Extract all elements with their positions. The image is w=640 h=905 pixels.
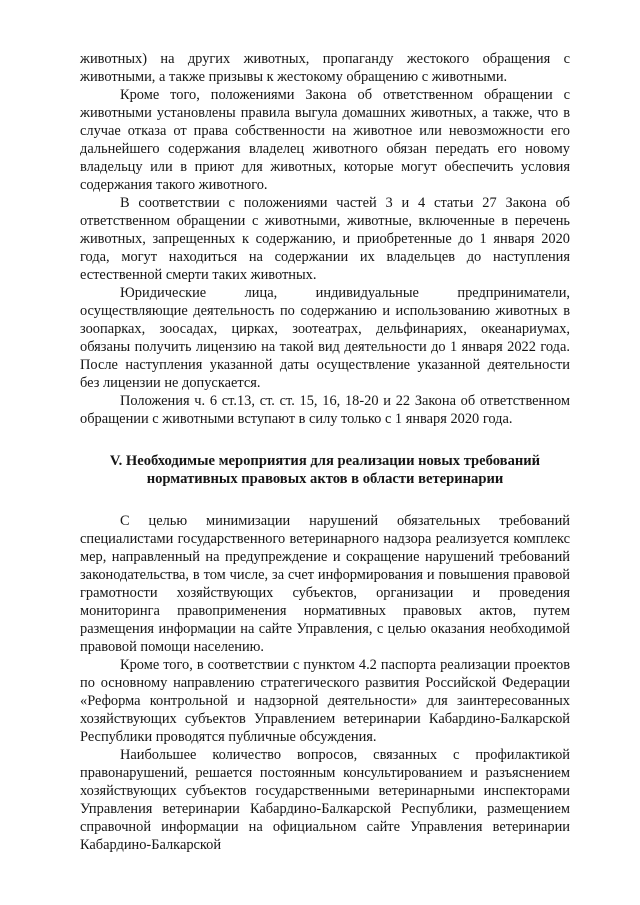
paragraph-walking-rules: Кроме того, положениями Закона об ответственном обращении с животными установлены правила выгула домашних животных, а также, что в случае отказа от права собственности на животное или невозможности его дальнейшего содержания владелец животного обязан передать его новому владельцу или в приют для животных, которые могут обеспечить условия содержания такого животного. xyxy=(80,87,570,193)
document-body xyxy=(80,50,570,854)
paragraph-article-27: В соответствии с положениями частей 3 и 4 статьи 27 Закона об ответственном обращении с животными, животные, включенные в перечень животных, запрещенных к содержанию, и приобретенные до 1 января 2020 года, могут находиться на содержании их владельцев до наступления естественной смерти таких животных. xyxy=(80,195,570,283)
paragraph-continuation: животных) на других животных, пропаганду жестокого обращения с животными, а также призывы к жестокому обращению с животными. xyxy=(80,51,570,85)
heading-spacer xyxy=(80,488,570,512)
paragraph-effective-date: Положения ч. 6 ст.13, ст. ст. 15, 16, 18-20 и 22 Закона об ответственном обращении с животными вступают в силу только с 1 января 2020 года. xyxy=(80,393,570,427)
paragraph-minimization-measures: С целью минимизации нарушений обязательных требований специалистами государственного ветеринарного надзора реализуется комплекс мер, направленный на предупреждение и сокращение нарушений требований законодательства, в том числе, за счет информирования и повышения правовой грамотности хозяйствующих субъектов, организации и проведения мониторинга правоприменения нормативных правовых актов, путем размещения информации на сайте Управления, с целью оказания необходимой правовой помощи населению. xyxy=(80,513,570,655)
paragraph-consultations: Наибольшее количество вопросов, связанных с профилактикой правонарушений, решается постоянным консультированием и разъяснением хозяйствующих субъектов государственными ветеринарными инспекторами Управления ветеринарии Кабардино-Балкарской Республики, размещением справочной информации на официальном сайте Управления ветеринарии Кабардино-Балкарской xyxy=(80,747,570,853)
paragraph-licensing: Юридические лица, индивидуальные предприниматели, осуществляющие деятельность по содержанию и использованию животных в зоопарках, зоосадах, цирках, зоотеатрах, дельфинариях, океанариумах, обязаны получить лицензию на такой вид деятельности до 1 января 2022 года. После наступления указанной даты осуществление указанной деятельности без лицензии не допускается. xyxy=(80,285,570,391)
paragraph-public-discussions: Кроме того, в соответствии с пунктом 4.2 паспорта реализации проектов по основному направлению стратегического развития Российской Федерации «Реформа контрольной и надзорной деятельности» для заинтересованных хозяйствующих субъектов Управлением ветеринарии Кабардино-Балкарской Республики проводятся публичные обсуждения. xyxy=(80,657,570,745)
section-heading: V. Необходимые мероприятия для реализации новых требований нормативных правовых актов в области ветеринарии xyxy=(109,453,541,487)
